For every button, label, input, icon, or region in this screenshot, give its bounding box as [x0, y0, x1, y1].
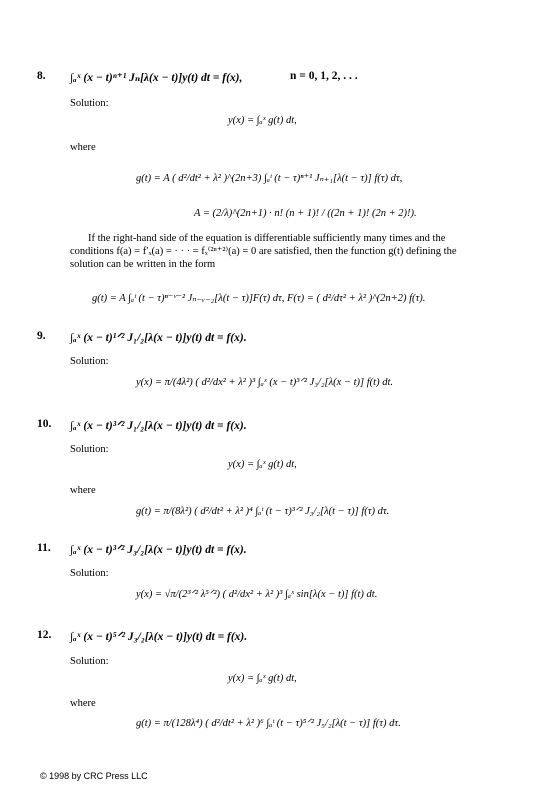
where-label: where: [70, 142, 96, 153]
problem-number: 8.: [37, 70, 46, 82]
problem-equation: ∫ₐˣ (x − t)⁵ᐟ² J₃/₂[λ(x − t)]y(t) dt = f(x).: [70, 631, 248, 643]
solution-label: Solution:: [70, 568, 109, 579]
problem-number: 12.: [37, 629, 52, 641]
solution-formula: y(x) = ∫ₐˣ g(t) dt,: [228, 115, 297, 126]
solution-formula: y(x) = ∫ₐˣ g(t) dt,: [228, 459, 297, 470]
where-label: where: [70, 485, 96, 496]
copyright-footer: © 1998 by CRC Press LLC: [40, 771, 148, 781]
problem-equation: ∫ₐˣ (x − t)³ᐟ² J₃/₂[λ(x − t)]y(t) dt = f(x).: [70, 544, 247, 556]
solution-label: Solution:: [70, 356, 109, 367]
solution-label: Solution:: [70, 98, 109, 109]
problem-number: 9.: [37, 330, 46, 342]
problem-equation: ∫ₐˣ (x − t)³ᐟ² J₁/₂[λ(x − t)]y(t) dt = f(x).: [70, 420, 247, 432]
g-definition: g(t) = π/(128λ⁴) ( d²/dt² + λ² )⁶ ∫ₐᵗ (t − τ)⁵ᐟ² J₅/₂[λ(t − τ)] f(τ) dτ.: [136, 718, 401, 729]
problem-number: 10.: [37, 418, 52, 430]
g-definition: g(t) = A ( d²/dt² + λ² )^(2n+3) ∫ₐᵗ (t − τ)ⁿ⁺¹ Jₙ₊₁[λ(t − τ)] f(τ) dτ,: [136, 173, 403, 184]
solution-formula: y(x) = ∫ₐˣ g(t) dt,: [228, 673, 297, 684]
problem-condition: n = 0, 1, 2, . . .: [290, 70, 358, 82]
solution-formula: y(x) = √π/(2³ᐟ² λ⁵ᐟ²) ( d²/dx² + λ² )³ ∫ₐˣ sin[λ(x − t)] f(t) dt.: [136, 589, 378, 600]
problem-equation: ∫ₐˣ (x − t)ⁿ⁺¹ Jₙ[λ(x − t)]y(t) dt = f(x),: [70, 72, 243, 84]
g-alternative: g(t) = A ∫ₐᵗ (t − τ)ⁿ⁻ᵛ⁻² Jₙ₋ᵥ₋₂[λ(t − τ)]F(τ) dτ, F(τ) = ( d²/dτ² + λ² )^(2n+2) f(τ).: [92, 293, 426, 304]
solution-formula: y(x) = π/(4λ²) ( d²/dx² + λ² )³ ∫ₐˣ (x − t)³ᐟ² J₃/₂[λ(x − t)] f(t) dt.: [136, 377, 393, 388]
solution-label: Solution:: [70, 444, 109, 455]
paragraph: If the right-hand side of the equation is differentiable sufficiently many times and the conditions f(a) = f′ₓ(a) = · · · = fₓ⁽²ⁿ⁺²⁾(a) = 0 are satisfied, then the function g(t) defining the solution can be written in the form: [70, 233, 457, 270]
problem-equation: ∫ₐˣ (x − t)¹ᐟ² J₁/₂[λ(x − t)]y(t) dt = f(x).: [70, 332, 247, 344]
a-definition: A = (2/λ)^(2n+1) · n! (n + 1)! / ((2n + 1)! (2n + 2)!).: [194, 208, 417, 219]
g-definition: g(t) = π/(8λ²) ( d²/dt² + λ² )⁴ ∫ₐᵗ (t − τ)³ᐟ² J₃/₂[λ(t − τ)] f(τ) dτ.: [136, 506, 390, 517]
problem-number: 11.: [37, 542, 51, 554]
solution-label: Solution:: [70, 656, 109, 667]
where-label: where: [70, 698, 96, 709]
